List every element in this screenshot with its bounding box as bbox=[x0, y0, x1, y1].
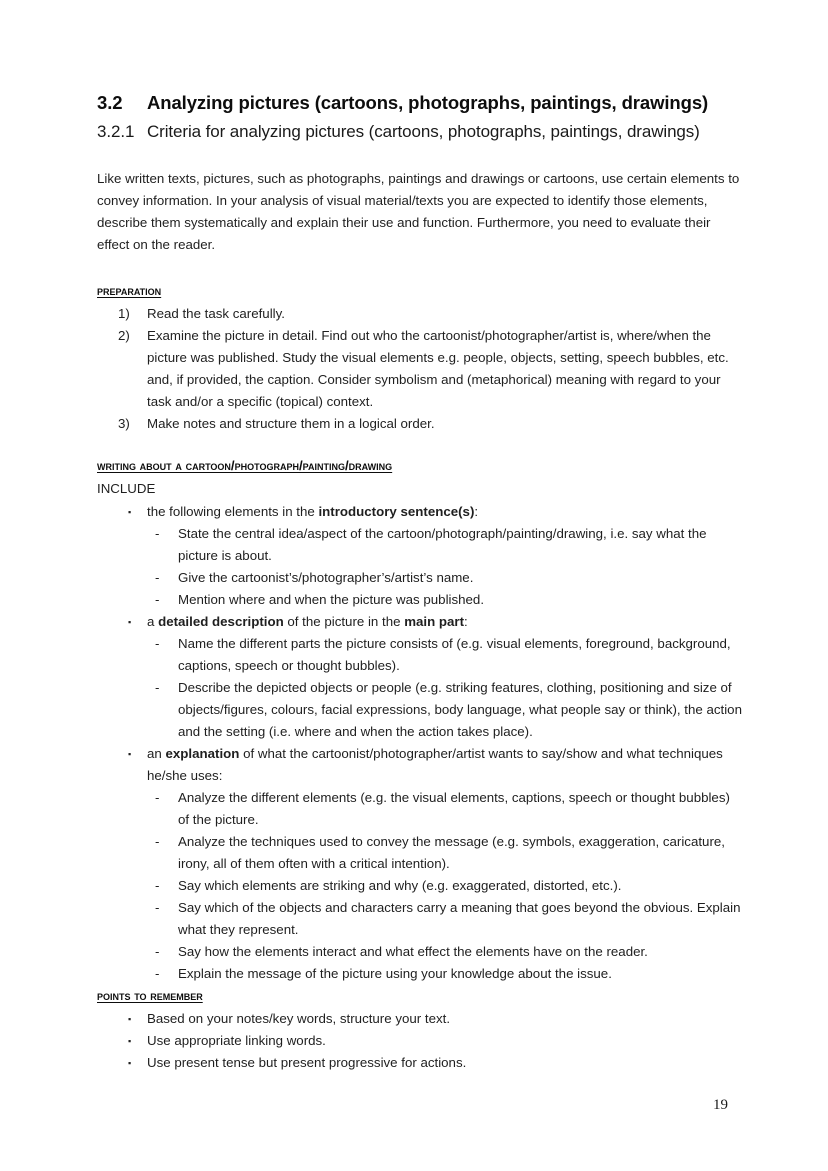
list-item bbox=[97, 963, 742, 985]
list-item bbox=[97, 831, 742, 875]
list-item-text: Use present tense but present progressive for actions. bbox=[147, 1055, 467, 1070]
square-bullet-icon: ▪ bbox=[128, 507, 132, 517]
lead-text-bold: detailed description bbox=[158, 614, 284, 629]
dash-icon: - bbox=[155, 680, 160, 695]
dash-icon: - bbox=[155, 966, 160, 981]
list-item-text: Explain the message of the picture using your knowledge about the issue. bbox=[178, 966, 612, 981]
list-item-text bbox=[147, 614, 468, 629]
lead-text-end: : bbox=[474, 504, 479, 519]
list-item-text: Analyze the techniques used to convey the message (e.g. symbols, exaggeration, caricature, irony, all of them often with a critical intention). bbox=[178, 834, 725, 871]
list-item bbox=[97, 743, 742, 787]
lead-text-bold: introductory sentence(s) bbox=[318, 504, 475, 519]
dash-icon: - bbox=[155, 878, 160, 893]
page-number: 19 bbox=[713, 1097, 728, 1113]
list-item bbox=[97, 303, 742, 325]
dash-icon: - bbox=[155, 526, 160, 541]
square-bullet-icon: ▪ bbox=[128, 617, 132, 627]
list-item-text: Say how the elements interact and what effect the elements have on the reader. bbox=[178, 944, 648, 959]
section-number: 3.2 bbox=[97, 92, 123, 113]
preparation-heading: preparation bbox=[97, 283, 162, 298]
writing-list bbox=[97, 501, 742, 985]
list-marker: 3) bbox=[118, 416, 130, 431]
lead-text-part: a bbox=[147, 614, 159, 629]
points-to-remember-list bbox=[97, 1008, 742, 1074]
preparation-list bbox=[97, 303, 742, 435]
dash-icon: - bbox=[155, 636, 160, 651]
lead-text-part: an bbox=[147, 746, 166, 761]
list-item-text: Read the task carefully. bbox=[147, 306, 285, 321]
list-item-text: Based on your notes/key words, structure your text. bbox=[147, 1011, 451, 1026]
list-item bbox=[97, 567, 742, 589]
list-item-text: Say which of the objects and characters carry a meaning that goes beyond the obvious. Explain what they represent. bbox=[178, 900, 741, 937]
points-heading-wrap bbox=[97, 985, 742, 1007]
list-item bbox=[97, 875, 742, 897]
lead-text-end: : bbox=[464, 614, 468, 629]
section-title: Analyzing pictures (cartoons, photographs, paintings, drawings) bbox=[147, 92, 709, 113]
list-item bbox=[97, 589, 742, 611]
list-item bbox=[97, 633, 742, 677]
list-item-text: Describe the depicted objects or people (e.g. striking features, clothing, positioning and size of objects/figures, colours, facial expressions, body language, what people say or think), the action and the setting (i.e. where and when the action takes place). bbox=[178, 680, 742, 739]
list-item bbox=[97, 677, 742, 743]
list-item bbox=[97, 611, 742, 633]
writing-heading-wrap bbox=[97, 455, 742, 477]
list-item bbox=[97, 897, 742, 941]
list-item bbox=[97, 325, 742, 413]
square-bullet-icon: ▪ bbox=[128, 1058, 132, 1068]
dash-icon: - bbox=[155, 592, 160, 607]
dash-icon: - bbox=[155, 900, 160, 915]
section-heading bbox=[97, 92, 742, 114]
subsection-heading bbox=[97, 122, 742, 142]
lead-text-end: of what the cartoonist/photographer/artist wants to say/show and what techniques he/she uses: bbox=[147, 746, 723, 783]
subsection-title: Criteria for analyzing pictures (cartoons, photographs, paintings, drawings) bbox=[147, 122, 700, 141]
dash-icon: - bbox=[155, 944, 160, 959]
subsection-number: 3.2.1 bbox=[97, 122, 135, 141]
points-to-remember-heading: points to remember bbox=[97, 988, 203, 1003]
list-item-text: Examine the picture in detail. Find out who the cartoonist/photographer/artist is, where/when the picture was published. Study the visual elements e.g. people, objects, setting, speech bubbles, etc. and, if provided, the caption. Consider symbolism and (metaphorical) meaning with regard to your task and/or a specific (topical) context. bbox=[147, 328, 729, 409]
dash-icon: - bbox=[155, 570, 160, 585]
list-marker: 1) bbox=[118, 306, 130, 321]
intro-paragraph: Like written texts, pictures, such as photographs, paintings and drawings or cartoons, use certain elements to convey information. In your analysis of visual material/texts you are expected to identify those elements, describe them systematically and explain their use and function. Furthermore, you need to evaluate their effect on the reader. bbox=[97, 171, 740, 252]
list-item-text: Analyze the different elements (e.g. the visual elements, captions, speech or thought bubbles) of the picture. bbox=[178, 790, 730, 827]
writing-heading: writing about a cartoon/photograph/painting/drawing bbox=[97, 458, 393, 473]
list-item-text bbox=[147, 746, 723, 783]
list-item-text: Give the cartoonist’s/photographer’s/artist’s name. bbox=[178, 570, 474, 585]
lead-text-bold: explanation bbox=[165, 746, 240, 761]
list-item bbox=[97, 941, 742, 963]
list-marker: 2) bbox=[118, 328, 130, 343]
list-item-text: Say which elements are striking and why (e.g. exaggerated, distorted, etc.). bbox=[178, 878, 622, 893]
page-content bbox=[97, 92, 742, 1074]
dash-icon: - bbox=[155, 834, 160, 849]
list-item-text: Name the different parts the picture consists of (e.g. visual elements, foreground, background, captions, speech or thought bubbles). bbox=[178, 636, 731, 673]
dash-icon: - bbox=[155, 790, 160, 805]
lead-text-bold2: main part bbox=[404, 614, 465, 629]
square-bullet-icon: ▪ bbox=[128, 749, 132, 759]
lead-text-part: the following elements in the bbox=[147, 504, 319, 519]
list-item bbox=[97, 413, 742, 435]
list-item bbox=[97, 1030, 742, 1052]
list-item-text: Use appropriate linking words. bbox=[147, 1033, 326, 1048]
list-item bbox=[97, 1008, 742, 1030]
list-item bbox=[97, 523, 742, 567]
include-label: INCLUDE bbox=[97, 481, 156, 496]
list-item-text: Make notes and structure them in a logical order. bbox=[147, 416, 435, 431]
list-item bbox=[97, 787, 742, 831]
list-item-text: Mention where and when the picture was published. bbox=[178, 592, 485, 607]
square-bullet-icon: ▪ bbox=[128, 1036, 132, 1046]
square-bullet-icon: ▪ bbox=[128, 1014, 132, 1024]
list-item bbox=[97, 1052, 742, 1074]
list-item-text bbox=[147, 504, 478, 519]
lead-text-mid: of the picture in the bbox=[283, 614, 405, 629]
preparation-heading-wrap bbox=[97, 280, 742, 302]
list-item bbox=[97, 501, 742, 523]
list-item-text: State the central idea/aspect of the cartoon/photograph/painting/drawing, i.e. say what the picture is about. bbox=[178, 526, 707, 563]
